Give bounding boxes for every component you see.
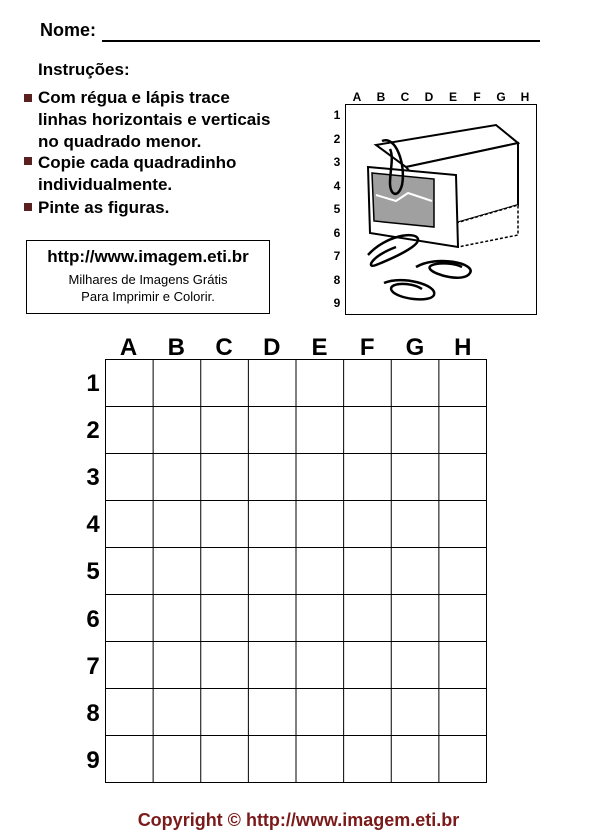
grid-row-label: 4 — [86, 511, 100, 539]
grid-row-label: 6 — [86, 605, 100, 633]
bullet-icon — [24, 203, 32, 211]
grid-row-label: 9 — [86, 746, 100, 774]
reference-column-label: H — [520, 90, 530, 104]
website-box — [26, 240, 270, 314]
grid-column-label: C — [215, 334, 233, 361]
instructions-title: Instruções: — [38, 60, 130, 79]
reference-column-label: C — [400, 90, 410, 104]
reference-column-label: A — [352, 90, 362, 104]
grid-row-label: 8 — [86, 699, 100, 727]
reference-column-label: G — [496, 90, 506, 104]
reference-row-label: 4 — [333, 178, 341, 193]
grid-column-label: E — [311, 334, 328, 361]
reference-column-label: F — [473, 90, 481, 104]
grid-row-label: 7 — [86, 652, 100, 680]
grid-column-label: F — [359, 334, 375, 361]
instruction-line: individualmente. — [38, 175, 173, 194]
reference-row-label: 3 — [333, 155, 341, 169]
reference-row-label: 6 — [333, 225, 341, 240]
website-url[interactable]: http://www.imagem.eti.br — [47, 247, 249, 266]
bullet-icon — [24, 157, 32, 165]
instruction-item — [38, 87, 270, 153]
website-tagline-1: Milhares de Imagens Grátis — [68, 272, 228, 287]
reference-column-label: D — [424, 90, 434, 104]
reference-row-label: 5 — [333, 202, 341, 216]
name-field[interactable] — [102, 40, 540, 42]
website-tagline-2: Para Imprimir e Colorir. — [81, 289, 215, 304]
grid-row-label: 1 — [86, 370, 100, 397]
reference-row-label: 8 — [333, 272, 341, 287]
instruction-line: linhas horizontais e verticais — [38, 110, 271, 129]
instruction-item — [38, 197, 169, 219]
instruction-item — [38, 152, 236, 196]
grid-row-label: 2 — [86, 417, 100, 445]
name-label: Nome: — [40, 20, 97, 40]
grid-column-label: H — [454, 334, 472, 361]
paperclip-box-icon — [346, 105, 536, 314]
instruction-line: no quadrado menor. — [38, 132, 202, 151]
bullet-icon — [24, 94, 32, 102]
reference-picture — [345, 104, 537, 315]
instruction-line: Com régua e lápis trace — [38, 88, 230, 107]
reference-column-label: E — [448, 90, 457, 104]
instruction-line: Copie cada quadradinho — [38, 153, 237, 172]
grid-column-label: D — [263, 334, 281, 361]
grid-row-label: 3 — [86, 464, 100, 492]
grid-row-label: 5 — [86, 558, 100, 586]
grid-column-label: B — [167, 334, 185, 361]
reference-row-label: 7 — [333, 249, 341, 263]
reference-column-label: B — [376, 90, 386, 104]
grid-column-label: G — [405, 334, 425, 361]
reference-row-label: 9 — [333, 296, 341, 310]
copyright-text: Copyright © http://www.imagem.eti.br — [137, 810, 460, 830]
reference-row-label: 1 — [333, 108, 341, 122]
instruction-line: Pinte as figuras. — [38, 198, 170, 217]
reference-row-label: 2 — [333, 131, 341, 146]
grid-column-label: A — [119, 334, 138, 361]
drawing-grid[interactable] — [105, 359, 487, 783]
